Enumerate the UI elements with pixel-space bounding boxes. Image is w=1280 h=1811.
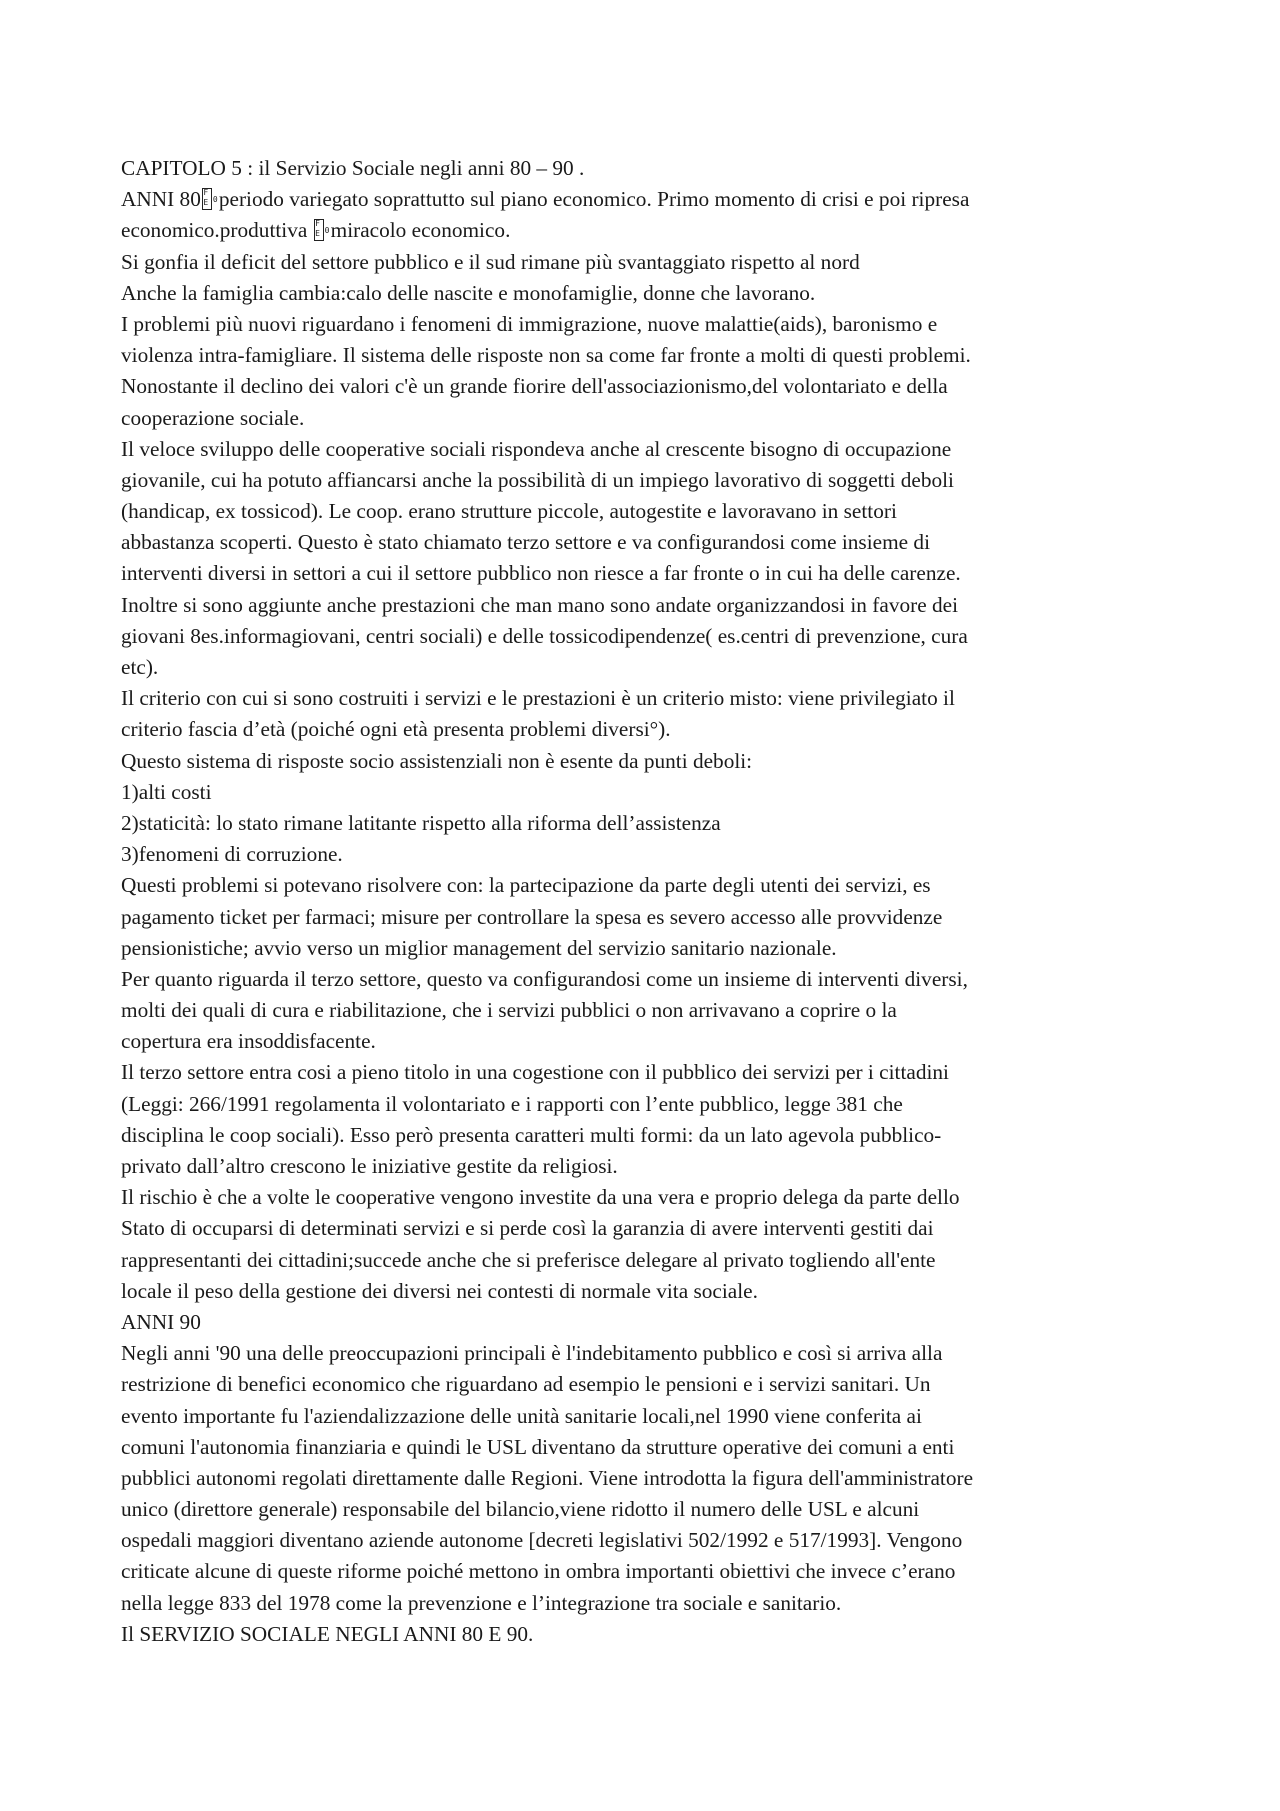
text-line: locale il peso della gestione dei diversi nei contesti di normale vita sociale. [121, 1278, 758, 1303]
chapter-heading: CAPITOLO 5 : il Servizio Sociale negli anni 80 – 90 . [121, 156, 585, 180]
text-line [121, 215, 1181, 246]
text-line: interventi diversi in settori a cui il settore pubblico non riesce a far fronte o in cui ha delle carenze. [121, 561, 961, 586]
text-line: abbastanza scoperti. Questo è stato chiamato terzo settore e va configurandosi come insieme di [121, 530, 930, 555]
text-line: restrizione di benefici economico che riguardano ad esempio le pensioni e i servizi sanitari. Un [121, 1372, 931, 1397]
list-item: 2)staticità: lo stato rimane latitante rispetto alla riforma dell’assistenza [121, 810, 721, 835]
text-line: pensionistiche; avvio verso un miglior management del servizio sanitario nazionale. [121, 935, 837, 960]
text-line: Il veloce sviluppo delle cooperative sociali rispondeva anche al crescente bisogno di occupazione [121, 436, 952, 461]
text-line: Si gonfia il deficit del settore pubblico e il sud rimane più svantaggiato rispetto al nord [121, 249, 860, 274]
text-line: pubblici autonomi regolati direttamente dalle Regioni. Viene introdotta la figura dell'amministratore [121, 1465, 974, 1490]
text-line: Stato di occuparsi di determinati servizi e si perde così la garanzia di avere interventi gestiti dai [121, 1216, 934, 1241]
text-line: criticate alcune di queste riforme poiché mettono in ombra importanti obiettivi che invece c’erano [121, 1559, 956, 1584]
missing-glyph-icon [314, 219, 324, 241]
closing-heading: Il SERVIZIO SOCIALE NEGLI ANNI 80 E 90. [121, 1621, 534, 1646]
text-line: copertura era insoddisfacente. [121, 1029, 376, 1054]
text-line: molti dei quali di cura e riabilitazione, che i servizi pubblici o non arrivavano a coprire o la [121, 998, 897, 1023]
text-line: I problemi più nuovi riguardano i fenomeni di immigrazione, nuove malattie(aids), baronismo e [121, 311, 938, 336]
text-line: Il terzo settore entra cosi a pieno titolo in una cogestione con il pubblico dei servizi per i cittadini [121, 1060, 949, 1085]
text-line: giovani 8es.informagiovani, centri sociali) e delle tossicodipendenze( es.centri di prevenzione, cura [121, 623, 968, 648]
text-line: comuni l'autonomia finanziaria e quindi le USL diventano da strutture operative dei comuni a enti [121, 1434, 955, 1459]
text-line: Anche la famiglia cambia:calo delle nascite e monofamiglie, donne che lavorano. [121, 280, 816, 305]
text-line [121, 184, 1181, 215]
document-body [121, 153, 1181, 1650]
text-line: Per quanto riguarda il terzo settore, questo va configurandosi come un insieme di interventi diversi, [121, 966, 968, 991]
text-line: cooperazione sociale. [121, 405, 305, 430]
text-line: giovanile, cui ha potuto affiancarsi anche la possibilità di un impiego lavorativo di soggetti deboli [121, 467, 954, 492]
section-label-anni-90: ANNI 90 [121, 1309, 201, 1334]
text-line: pagamento ticket per farmaci; misure per controllare la spesa es severo accesso alle provvidenze [121, 904, 943, 929]
text-line: evento importante fu l'aziendalizzazione delle unità sanitarie locali,nel 1990 viene conferita ai [121, 1403, 922, 1428]
text-line: rappresentanti dei cittadini;succede anche che si preferisce delegare al privato togliendo all'ente [121, 1247, 936, 1272]
text-line: disciplina le coop sociali). Esso però presenta caratteri multi formi: da un lato agevola pubblico- [121, 1122, 942, 1147]
text-line: Nonostante il declino dei valori c'è un grande fiorire dell'associazionismo,del volontariato e della [121, 374, 948, 399]
text-line: (Leggi: 266/1991 regolamenta il volontariato e i rapporti con l’ente pubblico, legge 381 che [121, 1091, 903, 1116]
text-line: Negli anni '90 una delle preoccupazioni principali è l'indebitamento pubblico e così si arriva alla [121, 1341, 943, 1366]
text-line: Inoltre si sono aggiunte anche prestazioni che man mano sono andate organizzandosi in favore dei [121, 592, 959, 617]
text-line: privato dall’altro crescono le iniziative gestite da religiosi. [121, 1154, 618, 1178]
text-line: violenza intra-famigliare. Il sistema delle risposte non sa come far fronte a molti di questi problemi. [121, 343, 971, 368]
list-item: 1)alti costi [121, 779, 212, 804]
text-line: nella legge 833 del 1978 come la prevenzione e l’integrazione tra sociale e sanitario. [121, 1590, 842, 1615]
missing-glyph-digit: 0 [212, 195, 218, 205]
text-line: unico (direttore generale) responsabile del bilancio,viene ridotto il numero delle USL e alcuni [121, 1497, 920, 1522]
text-line: ospedali maggiori diventano aziende autonome [decreti legislativi 502/1992 e 517/1993]. Vengono [121, 1528, 963, 1553]
text-line: Questi problemi si potevano risolvere con: la partecipazione da parte degli utenti dei servizi, es [121, 873, 931, 898]
list-item: 3)fenomeni di corruzione. [121, 842, 343, 867]
missing-glyph-icon [202, 188, 212, 210]
text-line: Il criterio con cui si sono costruiti i servizi e le prestazioni è un criterio misto: viene privilegiato il [121, 686, 955, 711]
text-line: Il rischio è che a volte le cooperative vengono investite da una vera e proprio delega da parte dello [121, 1185, 960, 1210]
section-label-anni-80: ANNI 80 [121, 187, 201, 212]
text-fragment: periodo variegato soprattutto sul piano economico. Primo momento di crisi e poi ripresa [218, 187, 970, 212]
text-fragment: miracolo economico. [330, 218, 511, 243]
text-line: (handicap, ex tossicod). Le coop. erano strutture piccole, autogestite e lavoravano in settori [121, 499, 897, 524]
text-fragment: economico.produttiva [121, 218, 313, 243]
missing-glyph-digit: 0 [324, 226, 330, 236]
text-line: criterio fascia d’età (poiché ogni età presenta problemi diversi°). [121, 717, 671, 742]
text-line: Questo sistema di risposte socio assistenziali non è esente da punti deboli: [121, 748, 753, 773]
text-line: etc). [121, 655, 159, 679]
